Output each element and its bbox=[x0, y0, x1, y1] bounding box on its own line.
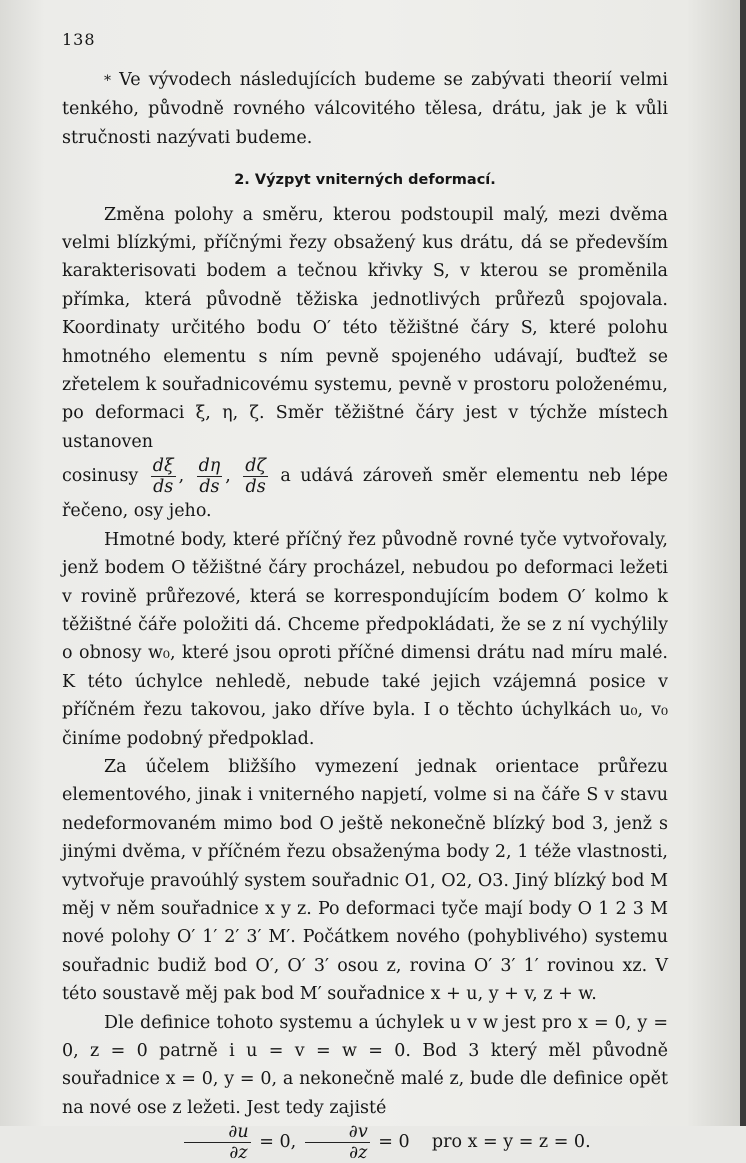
fraction-dxi-ds bbox=[151, 456, 176, 497]
fraction-du-dz bbox=[184, 1122, 250, 1163]
intro-paragraph bbox=[62, 66, 668, 152]
fraction-numerator: ∂v bbox=[305, 1122, 370, 1143]
fraction-denominator: ∂z bbox=[349, 1143, 368, 1163]
paragraph-3: Za účelem bližšího vymezení jednak orientace průřezu elementového, jinak i vniterného napjetí, volme si na čáře S v stavu nedeformovaném mimo bod O ještě nekonečně blízký bod 3, jenž s jinými dvěma, v příčném řezu obsaženýma body 2, 1 téže vlastnosti, vytvořuje pravoúhlý system souřadnic O1, O2, O3. Jiný blízký bod M měj v něm souřadnice x y z. Po deformaci tyče mají body O 1 2 3 M nové polohy O′ 1′ 2′ 3′ M′. Počátkem nového (pohyblivého) systemu souřadnic budiž bod O′, O′ 3′ osou z, rovina O′ 3′ 1′ rovinou xz. V této soustavě měj pak bod M′ souřadnice x + u, y + v, z + w. bbox=[62, 756, 668, 1005]
paragraph-2: Hmotné body, které příčný řez původně rovné tyče vytvořovaly, jenž bodem O těžištné čáry procházel, nebudou po deformaci ležeti v rovině průřezové, která se korrespondujícím bodem O′ kolmo k těžištné čáře položiti dá. Chceme předpokládati, že se z ní vychýlily o obnosy w₀, které jsou oproti příčné dimensi drátu nad míru malé. K této úchylce nehledě, nebude také jejich vzájemná posice v příčném řezu takovou, jako dříve byla. I o těchto úchylkách u₀, v₀ činíme podobný předpoklad. bbox=[62, 529, 668, 749]
footnote-mark: * bbox=[104, 73, 111, 89]
section-title: 2. Výzpyt vniterných deformací. bbox=[234, 172, 496, 189]
fraction-numerator: ∂u bbox=[184, 1122, 250, 1143]
paragraph-4: Dle definice tohoto systemu a úchylek u v w jest pro x = 0, y = 0, z = 0 patrně i u = v = w = 0. Bod 3 který měl původně souřadnice x = 0, y = 0, a nekonečně malé z, bude dle definice opět na nové ose z ležeti. Jest tedy zajisté bbox=[62, 1012, 668, 1118]
fraction-numerator: dξ bbox=[152, 456, 174, 477]
page-edge-shadow bbox=[740, 0, 746, 1126]
fraction-numerator: dη bbox=[198, 456, 221, 477]
fraction-dv-dz bbox=[305, 1122, 370, 1163]
cosinusy-word: cosinusy bbox=[62, 466, 139, 487]
body-text bbox=[62, 66, 668, 1163]
fraction-deta-ds bbox=[197, 456, 223, 497]
fraction-denominator: ds bbox=[153, 477, 174, 498]
cosinus-line: cosinusy $\frac{d\xi}{ds}$ , $\frac{d\eta}{ds}$ , $\frac{d\zeta}{ds}$ a udává zároveň směr elementu neb lépe řečeno, osy jeho. bbox=[62, 456, 668, 522]
fraction-denominator: ds bbox=[245, 477, 266, 498]
intro-text: Ve vývodech následujících budeme se zabývati theorií velmi tenkého, původně rovného válcovitého tělesa, drátu, jak je k vůli stručnosti nazývati budeme. bbox=[62, 70, 668, 148]
equation-equals-2: = 0 bbox=[378, 1132, 410, 1153]
fraction-dzeta-ds bbox=[243, 456, 268, 497]
equation-equals-1: = 0, bbox=[259, 1132, 297, 1153]
equation-condition: pro x = y = z = 0. bbox=[431, 1132, 591, 1153]
equation bbox=[62, 1122, 668, 1163]
fraction-numerator: dζ bbox=[245, 456, 266, 477]
fraction-denominator: ∂z bbox=[229, 1143, 248, 1163]
paragraph-1-continuation: a udává zároveň směr elementu neb lépe řečeno, osy jeho. bbox=[62, 466, 668, 522]
page-number: 138 bbox=[62, 30, 96, 49]
paragraph-1: Změna polohy a směru, kterou podstoupil malý, mezi dvěma velmi blízkými, příčnými řezy obsažený kus drátu, dá se především karakterisovati bodem a tečnou křivky S, v kterou se proměnila přímka, která původně těžiska jednotlivých průřezů spojovala. Koordinaty určitého bodu O′ této těžištné čáry S, které polohu hmotného elementu s ním pevně spojeného udávají, buďtež se zřetelem k souřadnicovému systemu, pevně v prostoru položenému, po deformaci ξ, η, ζ. Směr těžištné čáry jest v týchže místech ustanoven bbox=[62, 204, 668, 452]
fraction-denominator: ds bbox=[199, 477, 220, 498]
